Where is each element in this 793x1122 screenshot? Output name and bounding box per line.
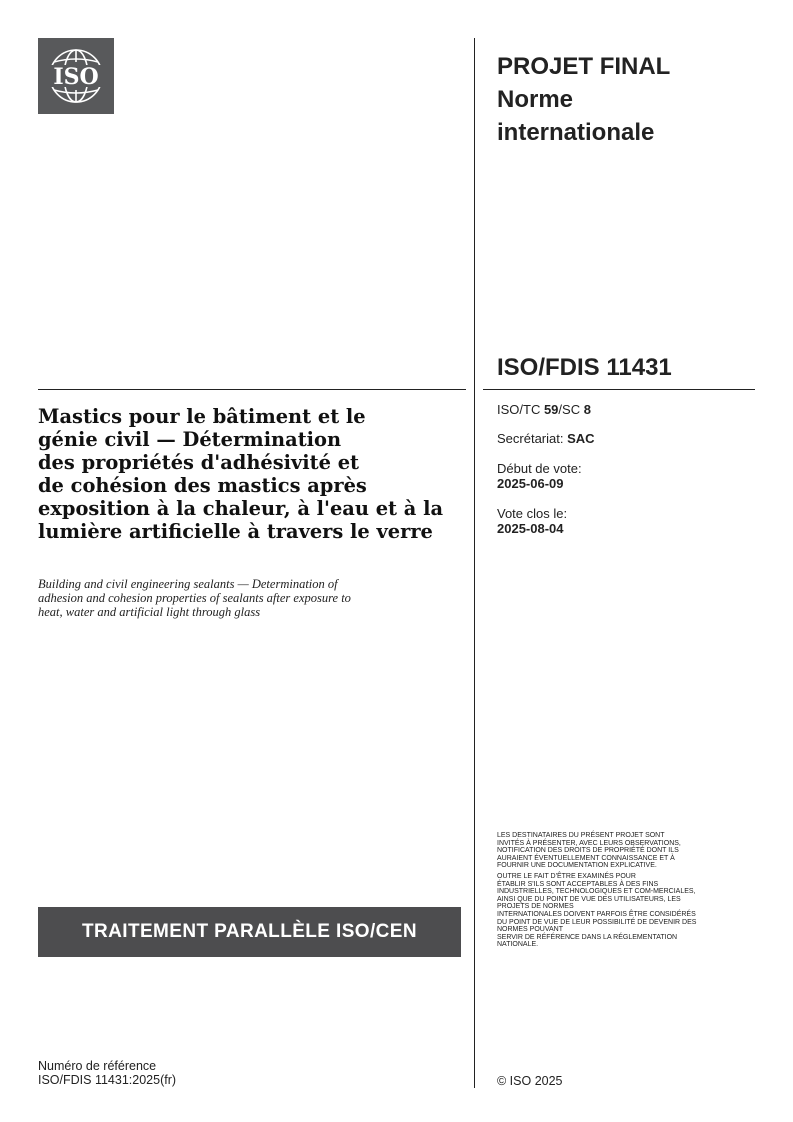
status-line-3: internationale [497, 119, 655, 146]
secretariat-label: Secrétariat: [497, 431, 568, 446]
title-french [38, 405, 458, 543]
notice-line: SERVIR DE RÉFÉRENCE DANS LA RÉGLEMENTATION [497, 933, 678, 941]
notice-line: AINSI QUE DU POINT DE VUE DES UTILISATEURS, LES [497, 895, 681, 903]
vote-end-date: 2025-08-04 [497, 521, 564, 536]
status-line-1: PROJET FINAL [497, 53, 671, 80]
title-fr-line: exposition à la chaleur, à l'eau et à la [38, 497, 444, 520]
title-fr-line: de cohésion des mastics après [38, 474, 367, 497]
status-line-2: Norme [497, 86, 574, 113]
vote-start-info [497, 461, 582, 491]
notice-line: ÉTABLIR S'ILS SONT ACCEPTABLES À DES FINS [497, 880, 659, 888]
secretariat-value: SAC [567, 431, 595, 446]
notice-line: INTERNATIONALES DOIVENT PARFOIS ÊTRE CONSIDÉRÉS [497, 910, 696, 918]
notice-line: NORMES POUVANT [497, 926, 563, 934]
notice-line: AURAIENT ÉVENTUELLEMENT CONNAISSANCE ET À [497, 854, 675, 862]
iso-globe-icon [38, 38, 114, 114]
vertical-divider [474, 38, 475, 1088]
document-status [497, 50, 757, 149]
notice-line: FOURNIR UNE DOCUMENTATION EXPLICATIVE. [497, 862, 657, 870]
committee-info [497, 402, 591, 417]
committee-mid: /SC [558, 402, 584, 417]
iso-logo-text: ISO [53, 64, 99, 90]
notice-line: INDUSTRIELLES, TECHNOLOGIQUES ET COM-MERCIALES, [497, 888, 696, 896]
title-en-line: heat, water and artificial light through glass [38, 605, 261, 619]
title-en-line: adhesion and cohesion properties of sealants after exposure to [38, 591, 351, 605]
vote-start-label: Début de vote: [497, 461, 582, 476]
vote-start-date: 2025-06-09 [497, 476, 564, 491]
horizontal-divider-right [483, 389, 755, 390]
notice-line: NATIONALE. [497, 941, 539, 949]
committee-sc: 8 [583, 402, 591, 417]
horizontal-divider-left [38, 389, 466, 390]
title-fr-line: génie civil — Détermination [38, 428, 342, 451]
notice-line: PROJETS DE NORMES [497, 903, 574, 911]
reference-value: ISO/FDIS 11431:2025(fr) [38, 1073, 177, 1087]
parallel-processing-banner [38, 907, 461, 957]
title-fr-line: lumière artificielle à travers le verre [38, 520, 433, 543]
document-number: ISO/FDIS 11431 [497, 354, 672, 381]
title-fr-line: des propriétés d'adhésivité et [38, 451, 360, 474]
title-english [38, 577, 438, 619]
vote-end-label: Vote clos le: [497, 506, 568, 521]
vote-end-info [497, 506, 567, 536]
title-fr-line: Mastics pour le bâtiment et le [38, 405, 366, 428]
reference-label: Numéro de référence [38, 1059, 157, 1073]
notice-line: INVITÉS À PRÉSENTER, AVEC LEURS OBSERVATIONS, [497, 839, 681, 847]
banner-text: TRAITEMENT PARALLÈLE ISO/CEN [82, 921, 417, 942]
notice-line: DU POINT DE VUE DE LEUR POSSIBILITÉ DE DEVENIR DES [497, 918, 697, 926]
iso-logo [38, 38, 114, 114]
secretariat-info [497, 431, 595, 446]
notice-line: OUTRE LE FAIT D'ÊTRE EXAMINÉS POUR [497, 872, 636, 880]
notice-line: NOTIFICATION DES DROITS DE PROPRIÉTÉ DONT ILS [497, 847, 679, 855]
committee-tc: 59 [543, 402, 559, 417]
recipients-notice [497, 829, 757, 952]
reference-number [38, 1059, 176, 1087]
committee-prefix: ISO/TC [497, 402, 544, 417]
title-en-line: Building and civil engineering sealants — Determination of [38, 577, 338, 591]
notice-line: LES DESTINATAIRES DU PRÉSENT PROJET SONT [497, 832, 665, 839]
copyright-notice: © ISO 2025 [497, 1074, 563, 1088]
